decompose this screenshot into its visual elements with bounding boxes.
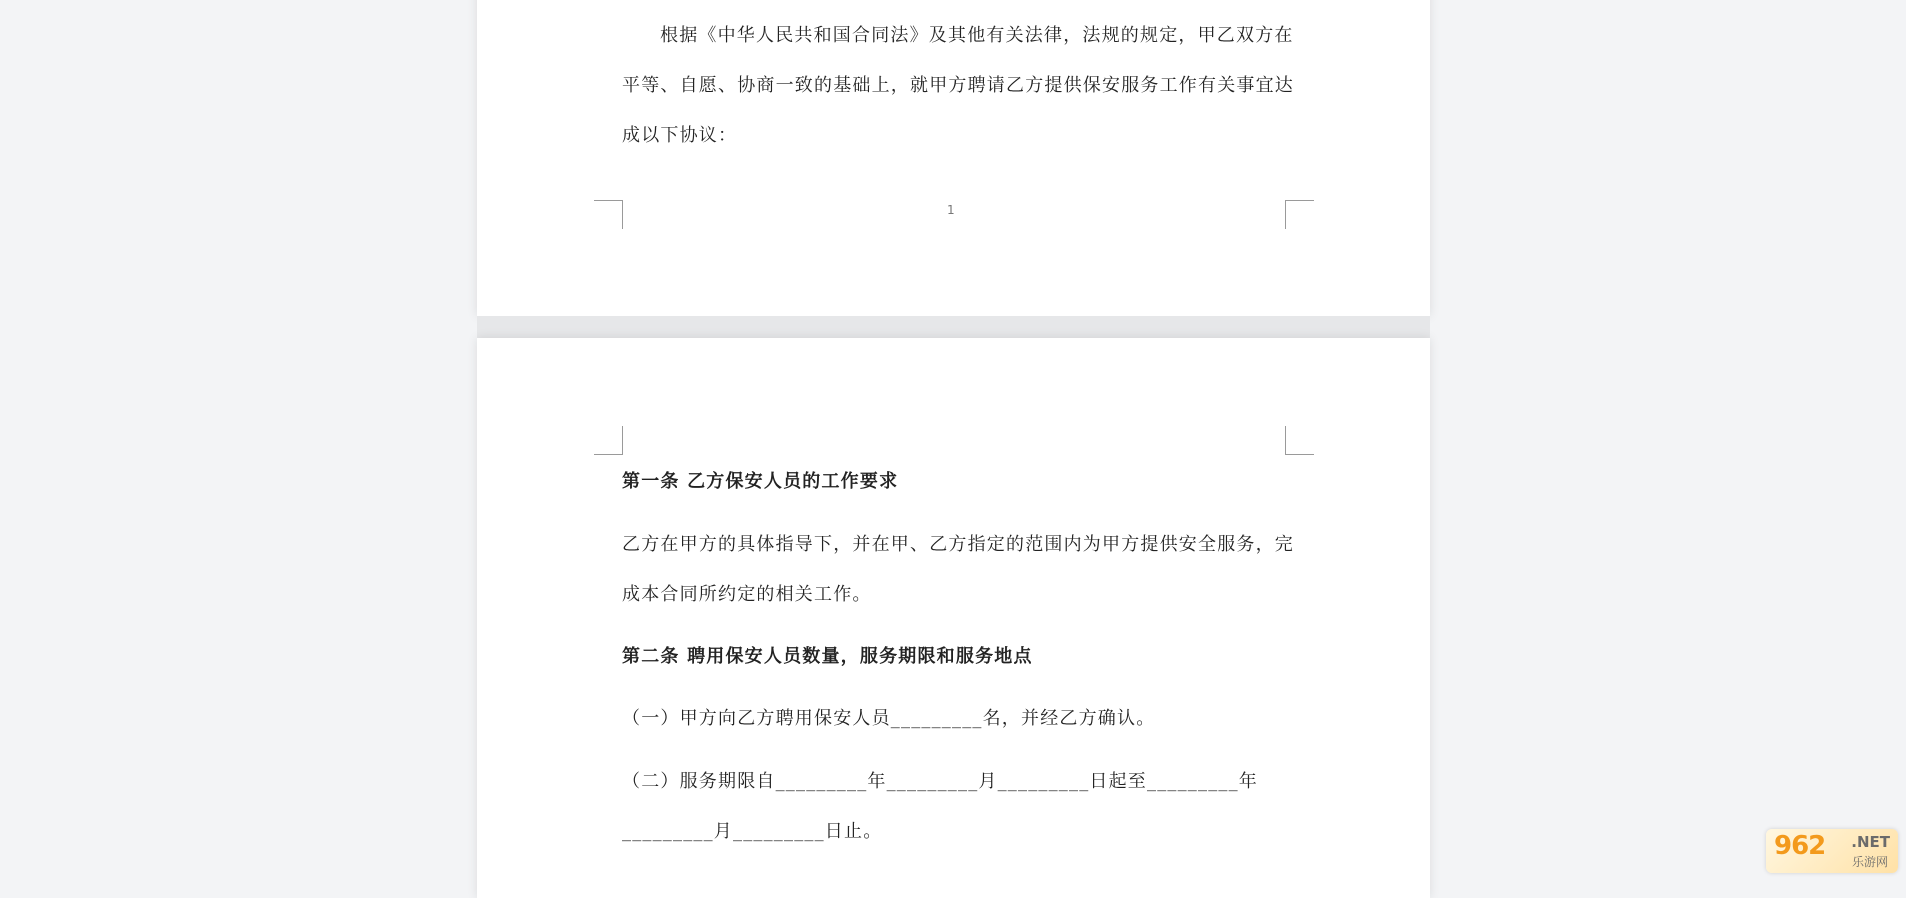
watermark-brand: 962 xyxy=(1774,831,1826,861)
page-number: 1 xyxy=(947,203,955,217)
paragraph-line-2: 平等、自愿、协商一致的基础上，就甲方聘请乙方提供保安服务工作有关事宜达 xyxy=(622,75,1294,96)
page-gap xyxy=(477,316,1430,338)
article-2-item-2-line-1: （二）服务期限自_________年_________月_________日起至_________年 xyxy=(622,771,1258,792)
article-1-heading: 第一条 乙方保安人员的工作要求 xyxy=(622,471,899,492)
article-1-line-2: 成本合同所约定的相关工作。 xyxy=(622,584,872,605)
watermark-domain: .NET xyxy=(1851,833,1890,851)
margin-corner-bottom-right xyxy=(1285,200,1314,229)
margin-corner-top-left xyxy=(594,426,623,455)
document-page-1 xyxy=(477,0,1430,316)
article-2-item-2-line-2: _________月_________日止。 xyxy=(622,821,883,842)
article-2-heading: 第二条 聘用保安人员数量，服务期限和服务地点 xyxy=(622,646,1033,667)
article-1-line-1: 乙方在甲方的具体指导下，并在甲、乙方指定的范围内为甲方提供安全服务，完 xyxy=(622,534,1294,555)
document-page-2 xyxy=(477,338,1430,898)
margin-corner-top-right xyxy=(1285,426,1314,455)
margin-corner-bottom-left xyxy=(594,200,623,229)
watermark-subtitle: 乐游网 xyxy=(1851,855,1888,869)
paragraph-line-1: 根据《中华人民共和国合同法》及其他有关法律，法规的规定，甲乙双方在 xyxy=(660,25,1294,46)
site-watermark-logo xyxy=(1766,829,1898,873)
paragraph-line-3: 成以下协议： xyxy=(622,125,738,146)
article-2-item-1: （一）甲方向乙方聘用保安人员_________名，并经乙方确认。 xyxy=(622,708,1156,729)
